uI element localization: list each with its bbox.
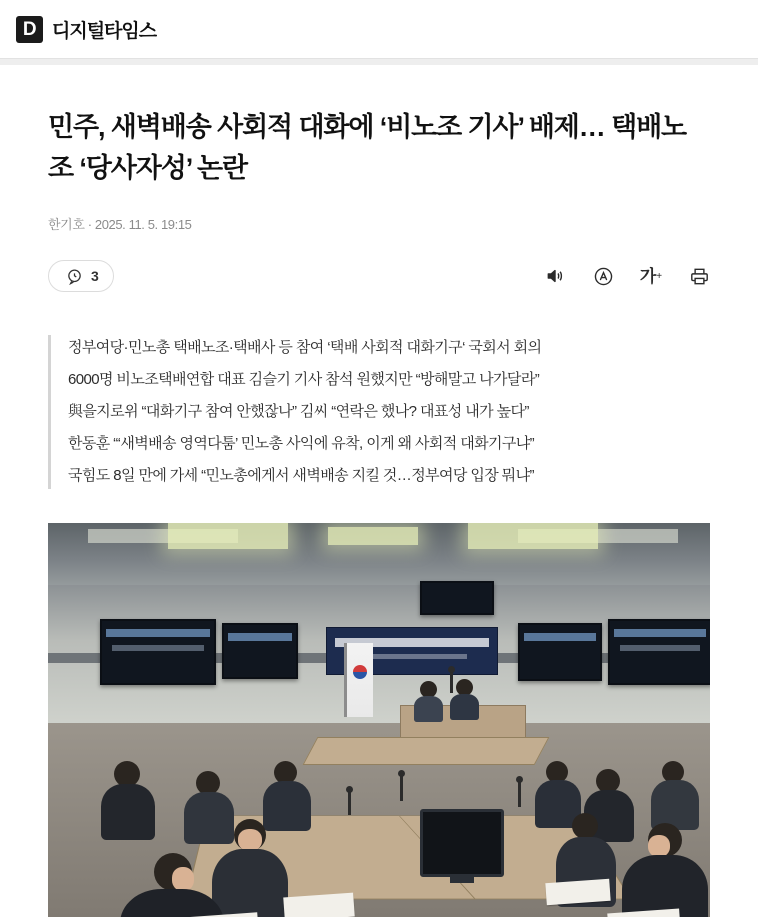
- printer-icon[interactable]: [688, 265, 710, 287]
- wall-screen-left: [100, 619, 216, 685]
- summary-line: 한동훈 “‘새벽배송 영역다툼’ 민노총 사익에 유착, 이게 왜 사회적 대화기구냐”: [68, 435, 535, 452]
- site-header: [0, 0, 758, 58]
- byline-separator: ·: [87, 217, 92, 232]
- table-left: [303, 737, 550, 765]
- scrollbar[interactable]: [754, 0, 758, 917]
- national-flag: [344, 643, 373, 717]
- article-photo: [48, 523, 710, 917]
- projector: [420, 581, 494, 615]
- summary-line: 與을지로위 “대화기구 참여 안했잖나” 김씨 “연락은 했나? 대표성 내가 높다”: [68, 403, 529, 420]
- byline-timestamp: 2025. 11. 5. 19:15: [94, 217, 192, 232]
- toolbar-icon-group: [544, 265, 710, 287]
- site-logo-icon[interactable]: D: [16, 16, 43, 43]
- summary-line: 국힘도 8일 만에 가세 “민노총에게서 새벽배송 지킬 것…정부여당 입장 뭐냐”: [68, 467, 534, 484]
- article-body: [0, 107, 758, 917]
- page-title: 민주, 새벽배송 사회적 대화에 ‘비노조 기사’ 배제… 택배노조 ‘당사자성’ 논란: [48, 112, 687, 183]
- comment-count: 3: [91, 268, 99, 284]
- summary-line: 6000명 비노조택배연합 대표 김슬기 기사 참석 원했지만 “방해말고 나가달라”: [68, 371, 540, 388]
- wall-screen-right-1: [518, 623, 602, 681]
- photo-scene: [48, 523, 710, 917]
- desk-monitor: [420, 809, 504, 877]
- speaker-icon[interactable]: [544, 265, 566, 287]
- site-name[interactable]: 디지털타임스: [52, 20, 157, 42]
- summary-line: 정부여당·민노총 택배노조·택배사 등 참여 ‘택배 사회적 대화기구‘ 국회서 회의: [68, 339, 542, 356]
- font-size-button[interactable]: [640, 265, 662, 287]
- auto-translate-icon[interactable]: [592, 265, 614, 287]
- header-divider: [0, 58, 758, 65]
- comment-button[interactable]: [48, 260, 114, 292]
- wall-screen-right-2: [608, 619, 710, 685]
- article-toolbar: [48, 259, 710, 293]
- wall-screen-left-2: [222, 623, 298, 679]
- font-size-sup: +: [656, 270, 663, 282]
- byline: [48, 214, 710, 233]
- article-summary: [48, 335, 710, 489]
- comment-clock-icon: [63, 265, 85, 287]
- font-size-label: 가: [639, 266, 657, 286]
- byline-author: 한기호: [48, 217, 85, 232]
